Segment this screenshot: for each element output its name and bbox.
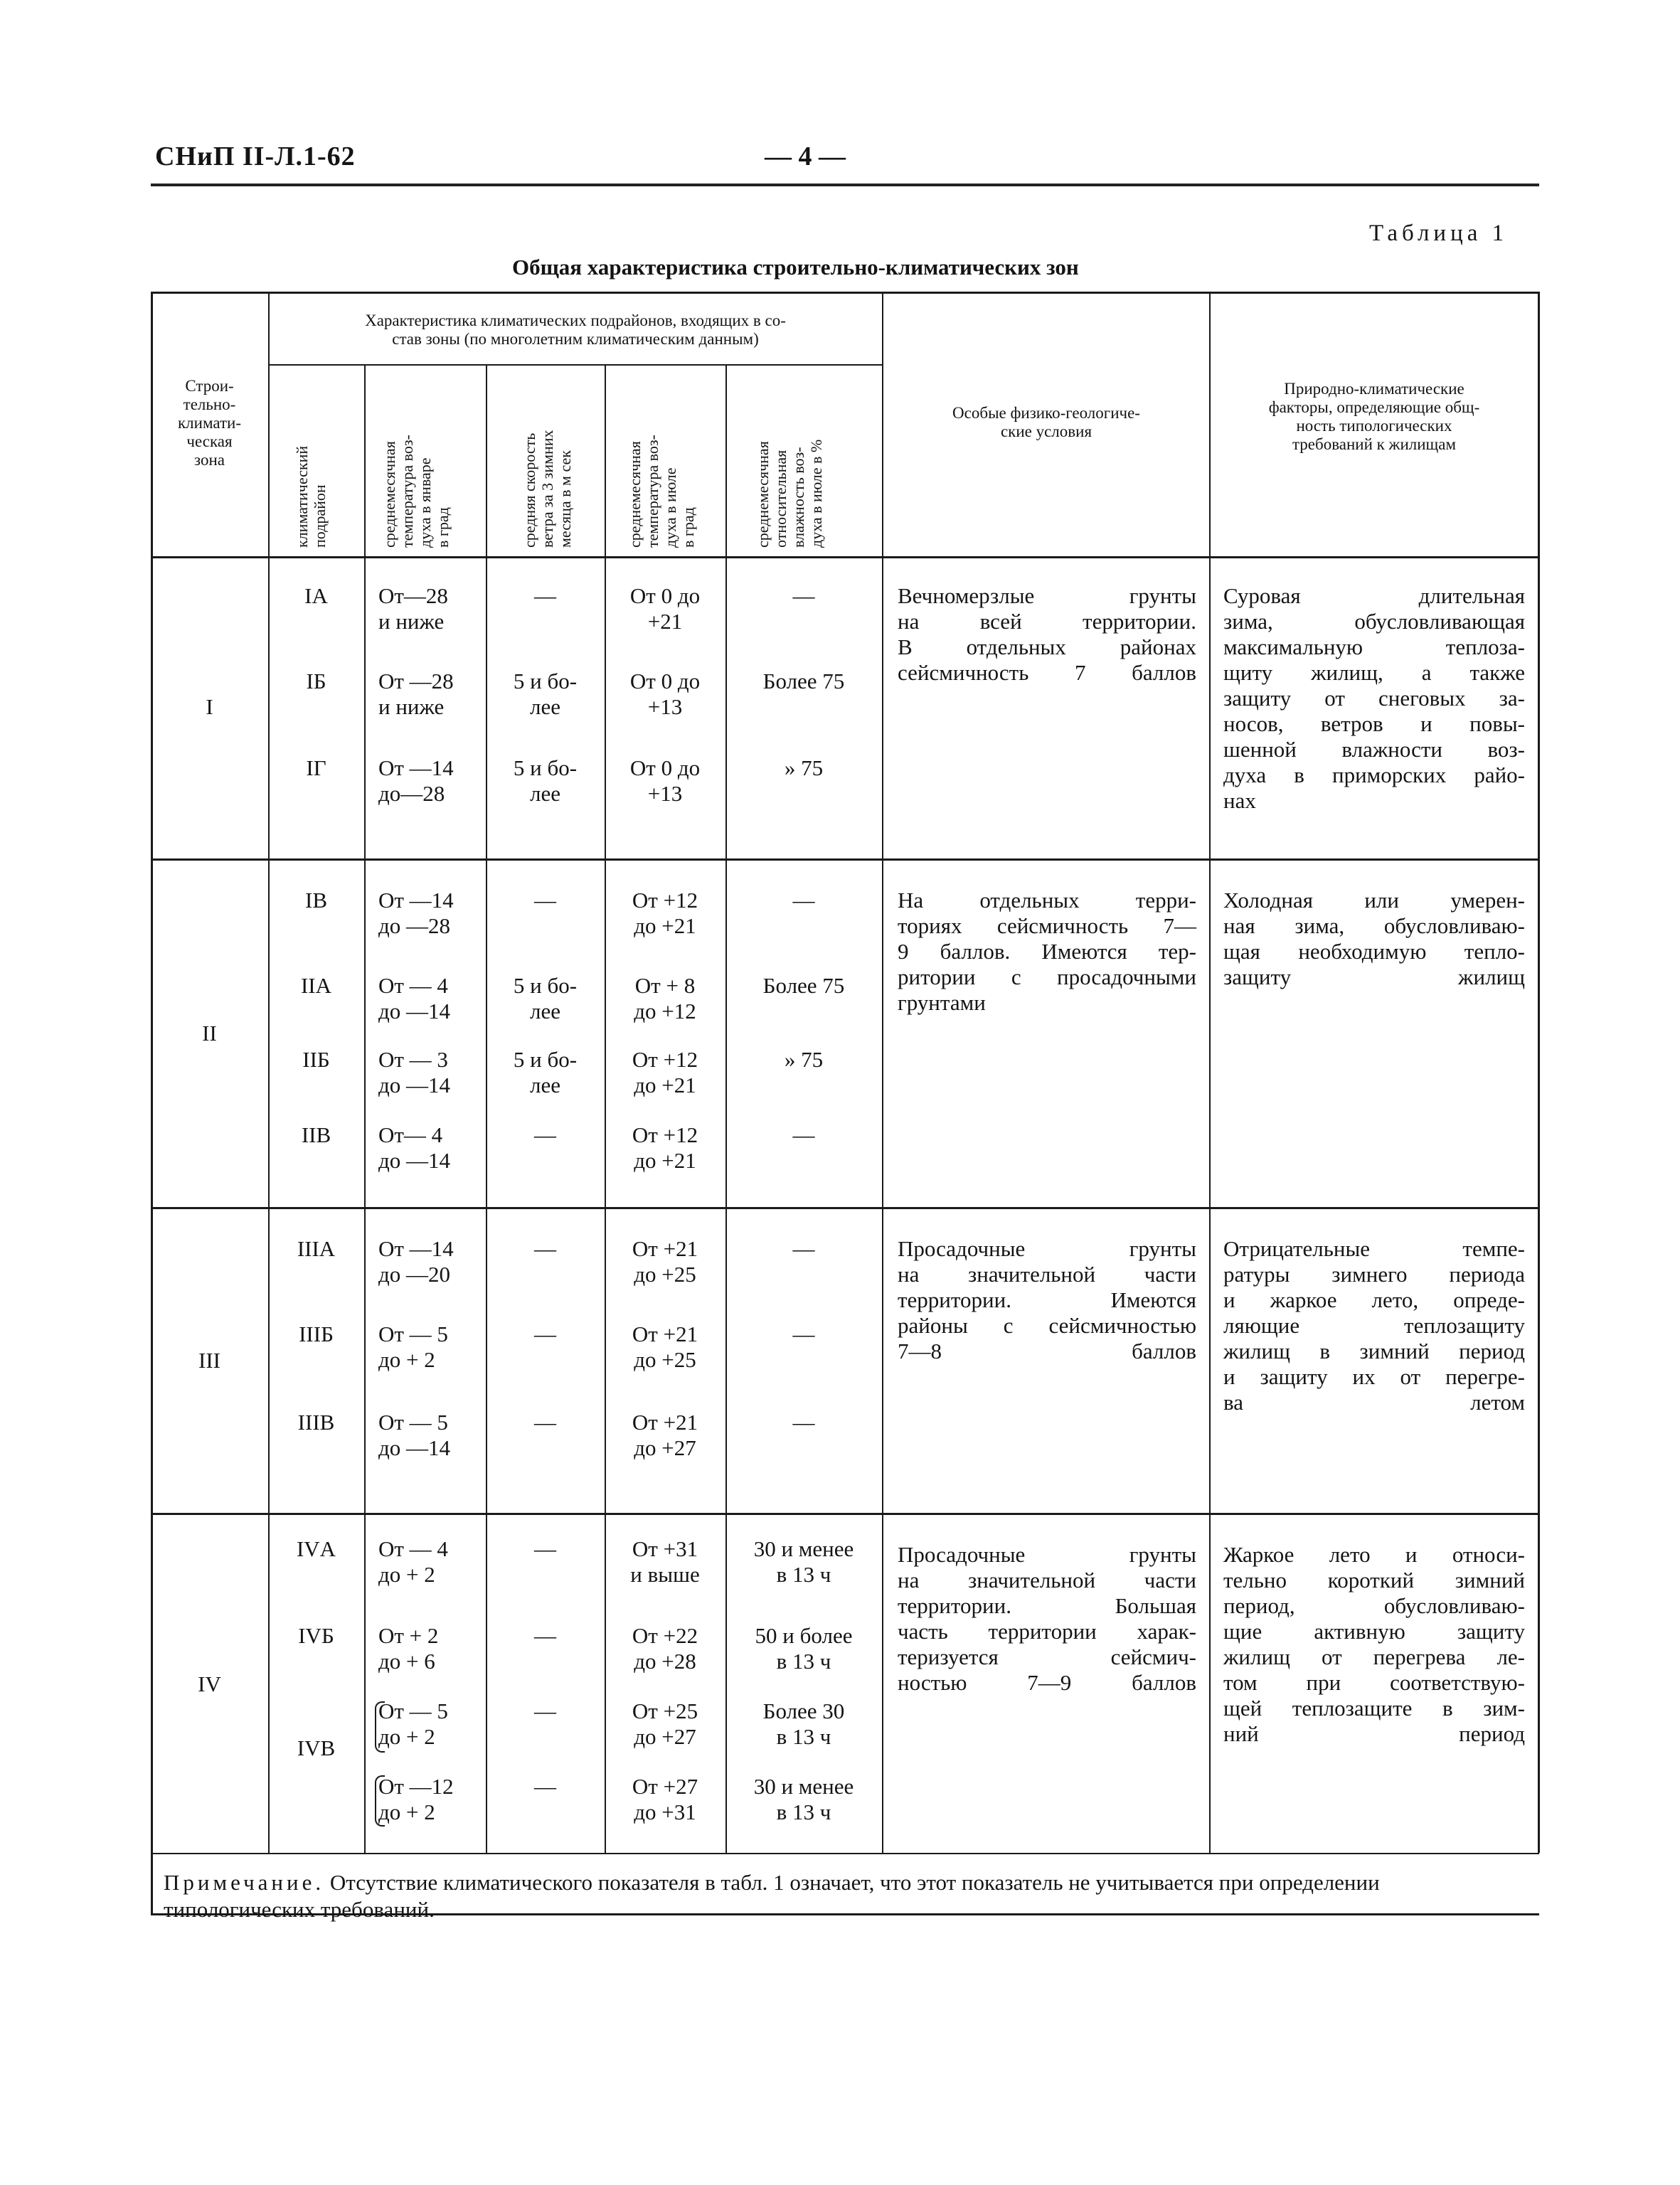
text-line: От 0 до — [629, 583, 701, 608]
text-line: ческая — [186, 432, 233, 450]
subdistrict-cell: IВ — [305, 888, 327, 913]
text-line: Вечномерзлые грунты — [898, 583, 1196, 608]
january-temp-cell — [378, 1774, 485, 1825]
text-line: духа в приморских райо- — [1223, 762, 1525, 787]
text-line: Холодная или умерен- — [1223, 888, 1525, 913]
wind-speed-cell — [486, 1623, 605, 1649]
january-temp-cell — [378, 1322, 485, 1373]
text-line: зона — [194, 451, 225, 469]
text-line: Более 75 — [762, 973, 845, 998]
text-line: +21 — [647, 609, 683, 634]
january-temp-cell — [378, 1236, 485, 1287]
text-line: до +28 — [634, 1649, 696, 1674]
text-line: до —14 — [378, 1073, 451, 1097]
text-line: Более 30 — [762, 1698, 845, 1723]
table-number: Таблица 1 — [1369, 220, 1509, 246]
text-line: территории. Имеются — [898, 1287, 1196, 1312]
text-line: От— 4 — [378, 1122, 443, 1147]
text-line: — — [534, 583, 556, 608]
text-line: 9 баллов. Имеются тер- — [898, 939, 1196, 964]
zone-column-header — [151, 377, 268, 469]
wind-speed-cell — [486, 755, 605, 807]
text-line: в 13 ч — [776, 1724, 831, 1749]
text-line: на всей территории. — [898, 609, 1196, 634]
text-line: до—28 — [378, 781, 445, 806]
july-temp-column-header — [626, 435, 697, 548]
text-line: лее — [530, 999, 560, 1024]
column-divider — [1209, 292, 1211, 1853]
text-line: факторы, определяющие общ- — [1268, 398, 1480, 416]
text-line: в 13 ч — [776, 1649, 831, 1674]
text-line: и жаркое лето, опреде- — [1223, 1287, 1525, 1312]
text-line: тельно- — [183, 395, 236, 413]
text-line: — — [534, 1122, 556, 1147]
text-line: среднемесячная — [754, 441, 772, 548]
geology-column-header — [883, 404, 1209, 441]
text-line: От +21 — [632, 1236, 698, 1261]
geology-cell — [898, 583, 1196, 686]
text-line: щая необходимую тепло- — [1223, 939, 1525, 964]
text-line: до +25 — [634, 1347, 696, 1372]
text-line: до —14 — [378, 1148, 451, 1173]
wind-speed-cell — [486, 583, 605, 609]
text-line: до +31 — [634, 1799, 696, 1824]
text-line: до +21 — [634, 1148, 696, 1173]
text-line: климати- — [178, 414, 241, 432]
july-temp-cell — [605, 583, 725, 634]
text-line: на значительной части — [898, 1568, 1196, 1593]
text-line: 30 и менее — [753, 1774, 854, 1799]
text-line: щей теплозащите в зим- — [1223, 1696, 1525, 1721]
january-temp-cell — [378, 1122, 485, 1174]
subdistrict-cell: IIIБ — [299, 1322, 334, 1346]
geology-cell — [898, 1236, 1196, 1364]
text-line: Характеристика климатических подрайонов, входящих в со- — [365, 312, 786, 329]
subdistrict-column-header — [293, 446, 329, 548]
text-line: до +25 — [634, 1262, 696, 1287]
text-line: до —28 — [378, 913, 451, 938]
bracket-icon — [375, 1775, 385, 1827]
january-temp-cell — [378, 669, 485, 720]
zone-label: I — [206, 693, 213, 719]
humidity-cell — [725, 1536, 882, 1588]
text-line: зима, обусловливающая — [1223, 609, 1525, 634]
text-line: до + 2 — [378, 1799, 435, 1824]
text-line: От — 4 — [378, 973, 448, 998]
subdistrict-cell: IIВ — [301, 1122, 331, 1147]
zone-label: IV — [198, 1671, 221, 1696]
text-line: Природно-климатические — [1284, 380, 1464, 398]
text-line: температура воз- — [398, 435, 416, 548]
humidity-cell — [725, 1236, 882, 1262]
text-line: жилищ от перегрева ле- — [1223, 1644, 1525, 1669]
document-code: СНиП II-Л.1-62 — [155, 142, 356, 171]
text-line: +13 — [647, 781, 683, 806]
column-divider — [364, 364, 366, 1853]
text-line: теризуется сейсмич- — [898, 1644, 1196, 1669]
january-temp-cell — [378, 888, 485, 939]
table-top-border — [151, 292, 1539, 294]
geology-cell — [898, 888, 1196, 1016]
humidity-cell — [725, 888, 882, 913]
text-line: среднемесячная — [381, 441, 398, 548]
text-line: От — 4 — [378, 1536, 448, 1561]
text-line: духа в январе — [416, 457, 434, 548]
text-line: до + 2 — [378, 1347, 435, 1372]
table-note — [164, 1869, 1524, 1923]
text-line: В отдельных районах — [898, 634, 1196, 659]
subdistrict-cell: IБ — [306, 669, 326, 693]
july-temp-cell — [605, 1623, 725, 1674]
page-number: — 4 — — [765, 142, 846, 171]
text-line: средняя скорость — [521, 432, 538, 548]
text-line: месяца в м сек — [556, 450, 574, 548]
text-line: ритории с просадочными — [898, 964, 1196, 989]
text-line: период, обусловливаю- — [1223, 1593, 1525, 1618]
text-line: в град — [679, 507, 697, 548]
text-line: ность типологических — [1296, 417, 1452, 435]
header-bottom-rule — [151, 556, 1539, 558]
text-line: до +27 — [634, 1435, 696, 1460]
humidity-cell — [725, 755, 882, 781]
text-line: — — [792, 888, 815, 913]
subdistrict-cell: IГ — [306, 755, 326, 780]
text-line: ная зима, обусловливаю- — [1223, 913, 1525, 938]
text-line: жилищ в зимний период — [1223, 1339, 1525, 1363]
subdistrict-cell: IVБ — [298, 1623, 334, 1648]
text-line: до +27 — [634, 1724, 696, 1749]
january-temp-cell — [378, 1410, 485, 1461]
text-line: От — 5 — [378, 1322, 448, 1346]
text-line: — — [534, 1410, 556, 1435]
text-line: климатический — [293, 445, 311, 548]
text-line: От + 2 — [378, 1623, 439, 1648]
humidity-cell — [725, 583, 882, 609]
humidity-cell — [725, 1122, 882, 1148]
text-line: Просадочные грунты — [898, 1542, 1196, 1567]
note-label: Примечание. — [164, 1870, 325, 1895]
text-line: среднемесячная — [626, 441, 644, 548]
july-temp-cell — [605, 888, 725, 939]
subdistrict-cell: IIБ — [302, 1047, 330, 1072]
text-line: подрайон — [311, 484, 329, 548]
humidity-cell — [725, 1047, 882, 1073]
text-line: духа в июле в % — [807, 439, 825, 548]
text-line: температура воз- — [644, 435, 661, 548]
wind-speed-cell — [486, 1410, 605, 1435]
text-line: в 13 ч — [776, 1799, 831, 1824]
text-line: — — [534, 1774, 556, 1799]
factors-cell — [1223, 888, 1525, 990]
text-line: 5 и бо- — [513, 669, 578, 693]
january-temp-cell — [378, 973, 485, 1024]
subdistrict-cell: IIIА — [297, 1236, 336, 1261]
text-line: до +21 — [634, 913, 696, 938]
text-line: до —20 — [378, 1262, 451, 1287]
text-line: От + 8 — [634, 973, 696, 998]
text-line: Жаркое лето и относи- — [1223, 1542, 1525, 1567]
july-temp-cell — [605, 1236, 725, 1287]
text-line: 5 и бо- — [513, 973, 578, 998]
july-temp-cell — [605, 755, 725, 807]
text-line: защиту жилищ — [1223, 964, 1525, 989]
zone-divider — [151, 858, 1539, 861]
july-temp-cell — [605, 1410, 725, 1461]
text-line: щиту жилищ, а также — [1223, 660, 1525, 685]
humidity-column-header — [754, 440, 825, 548]
text-line: — — [534, 1623, 556, 1648]
text-line: ториях сейсмичность 7— — [898, 913, 1196, 938]
text-line: — — [534, 1536, 556, 1561]
text-line: том при соответствую- — [1223, 1670, 1525, 1695]
geology-cell — [898, 1542, 1196, 1696]
bracket-icon — [375, 1701, 385, 1753]
text-line: и защиту их от перегре- — [1223, 1364, 1525, 1389]
subdistrict-cell: IА — [304, 583, 328, 608]
text-line: От — 5 — [378, 1698, 448, 1723]
wind-speed-cell — [486, 1774, 605, 1799]
subdistrict-cell: IVА — [296, 1536, 336, 1561]
factors-column-header — [1211, 380, 1538, 454]
text-line: 30 и менее — [753, 1536, 854, 1561]
text-line: 50 и более — [755, 1623, 853, 1648]
text-line: От +12 — [632, 888, 698, 913]
text-line: Просадочные грунты — [898, 1236, 1196, 1261]
column-divider — [882, 292, 883, 1853]
wind-speed-cell — [486, 973, 605, 1024]
text-line: став зоны (по многолетним климатическим данным) — [392, 330, 759, 348]
text-line: и выше — [630, 1562, 700, 1587]
text-line: » 75 — [784, 1047, 824, 1072]
july-temp-cell — [605, 1122, 725, 1174]
humidity-cell — [725, 1410, 882, 1435]
wind-speed-column-header — [521, 430, 574, 548]
text-line: и ниже — [378, 694, 445, 719]
humidity-cell — [725, 1623, 882, 1674]
july-temp-cell — [605, 1047, 725, 1098]
wind-speed-cell — [486, 1536, 605, 1562]
text-line: нах — [1223, 788, 1256, 813]
text-line: ляющие теплозащиту — [1223, 1313, 1525, 1338]
july-temp-cell — [605, 1536, 725, 1588]
text-line: Особые физико-геологиче- — [952, 404, 1140, 422]
wind-speed-cell — [486, 1322, 605, 1347]
text-line: От —14 — [378, 1236, 454, 1261]
subdistrict-cell: IVВ — [297, 1735, 336, 1760]
text-line: максимальную теплоза- — [1223, 634, 1525, 659]
text-line: сейсмичность 7 баллов — [898, 660, 1196, 685]
notes-divider — [151, 1853, 1539, 1854]
text-line: до + 2 — [378, 1724, 435, 1749]
text-line: территории. Большая — [898, 1593, 1196, 1618]
january-temp-column-header — [381, 435, 452, 548]
zone-divider — [151, 1513, 1539, 1515]
text-line: лее — [530, 781, 560, 806]
text-line: — — [534, 888, 556, 913]
text-line: — — [792, 583, 815, 608]
text-line: От +12 — [632, 1122, 698, 1147]
text-line: — — [792, 1122, 815, 1147]
text-line: +13 — [647, 694, 683, 719]
text-line: От +31 — [632, 1536, 698, 1561]
factors-cell — [1223, 1236, 1525, 1415]
text-line: требований к жилищам — [1292, 435, 1457, 453]
text-line: От +21 — [632, 1322, 698, 1346]
text-line: — — [792, 1410, 815, 1435]
text-line: духа в июле — [661, 467, 679, 548]
text-line: до + 2 — [378, 1562, 435, 1587]
july-temp-cell — [605, 1698, 725, 1750]
text-line: ские условия — [1000, 422, 1092, 440]
text-line: на значительной части — [898, 1262, 1196, 1287]
text-line: до —14 — [378, 1435, 451, 1460]
text-line: Отрицательные темпе- — [1223, 1236, 1525, 1261]
july-temp-cell — [605, 1774, 725, 1825]
text-line: до —14 — [378, 999, 451, 1024]
text-line: — — [534, 1698, 556, 1723]
wind-speed-cell — [486, 1236, 605, 1262]
group-header-divider — [268, 364, 882, 366]
text-line: влажность воз- — [790, 447, 807, 548]
text-line: От 0 до — [629, 755, 701, 780]
text-line: относительная — [772, 450, 790, 548]
text-line: От — 3 — [378, 1047, 448, 1072]
humidity-cell — [725, 669, 882, 694]
text-line: лее — [530, 694, 560, 719]
january-temp-cell — [378, 1623, 485, 1674]
text-line: От — 5 — [378, 1410, 448, 1435]
july-temp-cell — [605, 1322, 725, 1373]
text-line: Суровая длительная — [1223, 583, 1525, 608]
humidity-cell — [725, 1774, 882, 1825]
wind-speed-cell — [486, 888, 605, 913]
text-line: шенной влажности воз- — [1223, 737, 1525, 762]
text-line: ностью 7—9 баллов — [898, 1670, 1196, 1695]
july-temp-cell — [605, 973, 725, 1024]
subdistrict-cell: IIА — [300, 973, 332, 998]
text-line: Строи- — [185, 377, 234, 395]
humidity-cell — [725, 973, 882, 999]
text-line: От —14 — [378, 888, 454, 913]
wind-speed-cell — [486, 669, 605, 720]
january-temp-cell — [378, 583, 485, 634]
text-line: защиту от снеговых за- — [1223, 686, 1525, 711]
table-right-border — [1538, 292, 1540, 1853]
january-temp-cell — [378, 755, 485, 807]
january-temp-cell — [378, 1698, 485, 1750]
text-line: в 13 ч — [776, 1562, 831, 1587]
text-line: 5 и бо- — [513, 755, 578, 780]
text-line: От +22 — [632, 1623, 698, 1648]
zone-label: II — [202, 1020, 217, 1046]
text-line: ний период — [1223, 1721, 1525, 1746]
text-line: От +12 — [632, 1047, 698, 1072]
text-line: На отдельных терри- — [898, 888, 1196, 913]
january-temp-cell — [378, 1536, 485, 1588]
text-line: до +21 — [634, 1073, 696, 1097]
text-line: — — [792, 1236, 815, 1261]
text-line: » 75 — [784, 755, 824, 780]
text-line: От 0 до — [629, 669, 701, 693]
climate-group-header — [269, 312, 882, 349]
text-line: ратуры зимнего периода — [1223, 1262, 1525, 1287]
text-line: ва летом — [1223, 1390, 1525, 1415]
wind-speed-cell — [486, 1698, 605, 1724]
text-line: до + 6 — [378, 1649, 435, 1674]
text-line: ветра за 3 зимних — [538, 430, 556, 548]
text-line: часть территории харак- — [898, 1619, 1196, 1644]
text-line: до +12 — [634, 999, 696, 1024]
text-line: От —14 — [378, 755, 454, 780]
text-line: Более 75 — [762, 669, 845, 693]
text-line: От +25 — [632, 1698, 698, 1723]
humidity-cell — [725, 1698, 882, 1750]
subdistrict-cell: IIIВ — [297, 1410, 335, 1435]
text-line: щие активную защиту — [1223, 1619, 1525, 1644]
text-line: — — [534, 1236, 556, 1261]
text-line: От —28 — [378, 669, 454, 693]
wind-speed-cell — [486, 1122, 605, 1148]
text-line: От—28 — [378, 583, 448, 608]
text-line: носов, ветров и повы- — [1223, 711, 1525, 736]
zone-divider — [151, 1207, 1539, 1209]
january-temp-cell — [378, 1047, 485, 1098]
text-line: и ниже — [378, 609, 445, 634]
table-title: Общая характеристика строительно-климатических зон — [512, 255, 1079, 280]
text-line: грунтами — [898, 990, 986, 1015]
header-rule — [151, 184, 1539, 186]
text-line: — — [534, 1322, 556, 1346]
july-temp-cell — [605, 669, 725, 720]
humidity-cell — [725, 1322, 882, 1347]
text-line: От +21 — [632, 1410, 698, 1435]
factors-cell — [1223, 1542, 1525, 1747]
text-line: 5 и бо- — [513, 1047, 578, 1072]
text-line: 7—8 баллов — [898, 1339, 1196, 1363]
text-line: От +27 — [632, 1774, 698, 1799]
wind-speed-cell — [486, 1047, 605, 1098]
text-line: лее — [530, 1073, 560, 1097]
note-text: Отсутствие климатического показателя в табл. 1 означает, что этот показатель не учитывается при определении типологических требований. — [164, 1870, 1380, 1922]
zone-label: III — [198, 1347, 220, 1373]
text-line: От —12 — [378, 1774, 454, 1799]
factors-cell — [1223, 583, 1525, 814]
text-line: в град — [434, 507, 452, 548]
text-line: тельно короткий зимний — [1223, 1568, 1525, 1593]
text-line: — — [792, 1322, 815, 1346]
text-line: районы с сейсмичностью — [898, 1313, 1196, 1338]
